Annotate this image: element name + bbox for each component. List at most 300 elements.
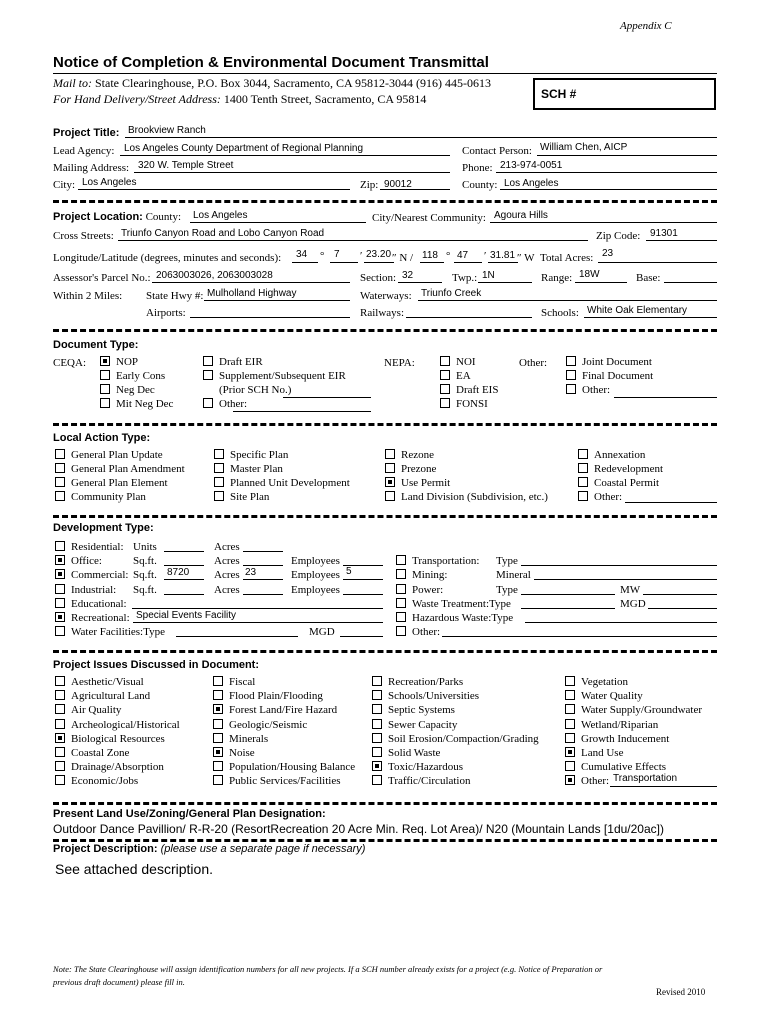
mw-field[interactable] <box>643 594 717 595</box>
ceqa-option-label: Early Cons <box>116 370 166 382</box>
issue-option-label: Minerals <box>229 732 269 745</box>
title-rule <box>53 73 717 74</box>
checkbox[interactable] <box>385 463 395 473</box>
ceqa-eir-option[interactable] <box>203 384 291 397</box>
checkbox[interactable] <box>55 733 65 743</box>
local-action-option[interactable] <box>578 491 622 504</box>
issue-option[interactable] <box>213 747 255 760</box>
lon-min-field[interactable] <box>454 262 482 263</box>
county-value: Los Angeles <box>504 178 559 189</box>
mailing-field[interactable] <box>134 172 450 173</box>
issues-other-field[interactable] <box>610 786 717 787</box>
local-action-option-label: Other: <box>594 491 623 503</box>
issue-option-label: Solid Waste <box>388 747 441 759</box>
office-acres-field[interactable] <box>243 565 283 566</box>
issue-option-label: Wetland/Riparian <box>581 718 659 731</box>
dev-transportation[interactable] <box>396 555 479 568</box>
local-action-option[interactable] <box>385 491 548 504</box>
industrial-acres-field[interactable] <box>243 594 283 595</box>
commercial-employees-field[interactable] <box>343 579 383 580</box>
issue-option[interactable] <box>55 704 121 717</box>
community-label: City/Nearest Community: <box>372 212 486 224</box>
location-row <box>53 211 181 224</box>
local-action-option-label: General Plan Amendment <box>71 463 185 475</box>
project-title-field[interactable] <box>125 137 717 138</box>
checkbox[interactable] <box>203 356 213 366</box>
checkbox[interactable] <box>578 449 588 459</box>
industrial-sqft-label: Sq.ft. <box>133 584 157 596</box>
power-type-field[interactable] <box>521 594 615 595</box>
latlong-label: Longitude/Latitude (degrees, minutes and seconds): <box>53 252 282 264</box>
checkbox[interactable] <box>372 747 382 757</box>
checkbox[interactable] <box>100 370 110 380</box>
issues-heading: Project Issues Discussed in Document: <box>53 659 260 671</box>
local-action-option-label: Use Permit <box>401 477 451 489</box>
issue-option[interactable] <box>213 690 323 703</box>
ceqa-eir-option[interactable] <box>203 356 263 369</box>
railways-field[interactable] <box>406 317 532 318</box>
checkbox[interactable] <box>213 761 223 771</box>
footer-note: Note: The State Clearinghouse will assign identification numbers for all new projects. If a SCH number already exists for a project (e.g. Notice of Preparation or <box>53 964 603 974</box>
cross-streets-field[interactable] <box>118 240 588 241</box>
local-action-option-label: General Plan Update <box>71 449 163 461</box>
checkbox[interactable] <box>100 356 110 366</box>
lon-deg-field[interactable] <box>420 262 444 263</box>
commercial-employees-value: 5 <box>346 566 352 577</box>
mail-text: State Clearinghouse, P.O. Box 3044, Sacramento, CA 95812-3044 (916) 445-0613 <box>95 76 491 90</box>
checkbox[interactable] <box>565 704 575 714</box>
checkbox[interactable] <box>55 704 65 714</box>
local-action-option[interactable] <box>385 449 434 462</box>
hand-line <box>53 93 426 107</box>
local-action-option[interactable] <box>55 449 163 462</box>
checkbox[interactable] <box>396 584 406 594</box>
nepa-label: NEPA: <box>384 357 415 369</box>
hwy-field[interactable] <box>204 300 350 301</box>
other-doc-option-label: Other: <box>582 384 611 396</box>
airports-label: Airports: <box>146 307 186 319</box>
section-field[interactable] <box>398 282 442 283</box>
checkbox[interactable] <box>578 463 588 473</box>
schools-label: Schools: <box>541 307 579 319</box>
checkbox[interactable] <box>214 449 224 459</box>
issue-option[interactable] <box>565 719 658 732</box>
checkbox[interactable] <box>55 676 65 686</box>
issue-option-label: Recreation/Parks <box>388 676 464 688</box>
checkbox[interactable] <box>565 733 575 743</box>
local-action-option[interactable] <box>578 463 663 476</box>
local-action-option[interactable] <box>578 449 645 462</box>
doc-other-field[interactable] <box>614 397 717 398</box>
checkbox[interactable] <box>214 491 224 501</box>
units-field[interactable] <box>164 551 204 552</box>
checkbox[interactable] <box>566 356 576 366</box>
checkbox[interactable] <box>372 704 382 714</box>
total-acres-field[interactable] <box>598 262 717 263</box>
water-label: Water Facilities: <box>71 626 144 638</box>
ceqa-option[interactable] <box>100 384 155 397</box>
checkbox[interactable] <box>440 398 450 408</box>
hand-text: 1400 Tenth Street, Sacramento, CA 95814 <box>223 92 427 106</box>
other-doc-option-label: Final Document <box>582 370 654 382</box>
ceqa-eir-option[interactable] <box>203 398 247 411</box>
local-action-option-label: Coastal Permit <box>594 477 660 489</box>
ceqa-eir-option-label: Draft EIR <box>219 356 263 368</box>
industrial-sqft-field[interactable] <box>164 594 204 595</box>
local-action-option[interactable] <box>214 449 288 462</box>
checkbox[interactable] <box>396 626 406 636</box>
checkbox[interactable] <box>372 733 382 743</box>
section-divider <box>53 650 717 653</box>
issue-option[interactable] <box>372 676 463 689</box>
nepa-option[interactable] <box>440 384 498 397</box>
local-action-option[interactable] <box>385 477 450 490</box>
checkbox[interactable] <box>372 690 382 700</box>
checkbox[interactable] <box>55 449 65 459</box>
issue-option-label: Vegetation <box>581 676 629 688</box>
city-field[interactable] <box>78 189 350 190</box>
dev-other-field[interactable] <box>442 636 717 637</box>
section-divider <box>53 200 717 203</box>
ceqa-eir-option[interactable] <box>203 370 346 383</box>
waste-type-field[interactable] <box>521 608 615 609</box>
industrial-label: Industrial: <box>71 584 117 596</box>
dev-commercial[interactable] <box>55 569 128 582</box>
nepa-option-label: Draft EIS <box>456 384 499 396</box>
checkbox[interactable] <box>385 491 395 501</box>
checkbox[interactable] <box>55 477 65 487</box>
issue-option[interactable] <box>55 690 150 703</box>
mineral-field[interactable] <box>534 579 717 580</box>
waste-mgd-field[interactable] <box>648 608 717 609</box>
zipcode-field[interactable] <box>646 240 717 241</box>
lat-deg-field[interactable] <box>292 262 318 263</box>
local-action-option[interactable] <box>55 463 185 476</box>
issue-option[interactable] <box>55 719 180 732</box>
transportation-type-field[interactable] <box>521 565 717 566</box>
water-mgd-label: MGD <box>309 626 335 638</box>
prior-sch-field[interactable] <box>283 397 371 398</box>
commercial-label: Commercial: <box>71 569 129 581</box>
checkbox[interactable] <box>213 775 223 785</box>
lat-min-field[interactable] <box>330 262 358 263</box>
issue-option-label: Public Services/Facilities <box>229 775 341 788</box>
checkbox[interactable] <box>213 733 223 743</box>
issue-option[interactable] <box>372 733 539 746</box>
dev-educational[interactable] <box>55 598 127 611</box>
issue-option-label: Traffic/Circulation <box>388 775 471 788</box>
local-action-option[interactable] <box>385 463 436 476</box>
checkbox[interactable] <box>55 747 65 757</box>
issue-option-label: Flood Plain/Flooding <box>229 690 323 703</box>
lead-agency-field[interactable] <box>120 155 450 156</box>
checkbox[interactable] <box>55 598 65 608</box>
issue-option[interactable] <box>565 676 628 689</box>
checkbox[interactable] <box>203 370 213 380</box>
base-label: Base: <box>636 272 661 284</box>
checkbox[interactable] <box>440 384 450 394</box>
educational-field[interactable] <box>132 608 383 609</box>
issue-option[interactable] <box>372 690 479 703</box>
issue-option-label: Septic Systems <box>388 704 455 717</box>
lat-sec-field[interactable] <box>364 262 394 263</box>
checkbox[interactable] <box>565 761 575 771</box>
ceqa-option[interactable] <box>100 356 138 369</box>
local-action-other-field[interactable] <box>625 502 717 503</box>
dev-residential[interactable] <box>55 541 124 554</box>
ceqa-other-field[interactable] <box>233 411 371 412</box>
issue-option[interactable] <box>213 676 255 689</box>
issue-option-label: Forest Land/Fire Hazard <box>229 704 338 717</box>
commercial-sqft-field[interactable] <box>164 579 204 580</box>
checkbox[interactable] <box>578 491 588 501</box>
issue-option[interactable] <box>565 761 666 774</box>
revised-label: Revised 2010 <box>656 987 706 997</box>
hwy-label: State Hwy #: <box>146 290 204 302</box>
checkbox[interactable] <box>203 398 213 408</box>
schools-field[interactable] <box>584 317 717 318</box>
range-field[interactable] <box>575 282 627 283</box>
waterways-field[interactable] <box>418 300 717 301</box>
mining-label: Mining: <box>412 569 448 581</box>
local-action-option-label: Master Plan <box>230 463 283 475</box>
local-action-option[interactable] <box>214 463 283 476</box>
commercial-sqft-value: 8720 <box>167 567 190 578</box>
location-county-label: County: <box>145 211 182 223</box>
lon-sec-value: 31.81 <box>490 250 516 261</box>
base-field[interactable] <box>664 282 717 283</box>
apn-field[interactable] <box>152 282 350 283</box>
issue-option[interactable] <box>213 719 307 732</box>
issue-option[interactable] <box>213 704 337 717</box>
office-sqft-field[interactable] <box>164 565 204 566</box>
lon-sec-field[interactable] <box>488 262 518 263</box>
water-mgd-field[interactable] <box>340 636 383 637</box>
residential-acres-field[interactable] <box>243 551 283 552</box>
issue-option[interactable] <box>213 733 268 746</box>
commercial-employees-label: Employees <box>291 569 340 581</box>
ceqa-option[interactable] <box>100 398 173 411</box>
community-field[interactable] <box>490 222 717 223</box>
issue-option[interactable] <box>372 761 463 774</box>
waste-label: Waste Treatment: <box>412 598 490 610</box>
issue-option[interactable] <box>372 719 457 732</box>
issue-option[interactable] <box>372 775 471 788</box>
checkbox[interactable] <box>565 747 575 757</box>
issue-option[interactable] <box>213 775 341 788</box>
checkbox[interactable] <box>396 598 406 608</box>
city-value: Los Angeles <box>82 177 137 188</box>
other-doc-option[interactable] <box>566 356 652 369</box>
issue-option-label: Noise <box>229 747 255 759</box>
issue-option[interactable] <box>565 733 669 746</box>
lead-agency-label: Lead Agency: <box>53 145 115 157</box>
description-row <box>53 843 365 856</box>
checkbox[interactable] <box>55 569 65 579</box>
checkbox[interactable] <box>100 384 110 394</box>
checkbox[interactable] <box>55 584 65 594</box>
dev-recreational[interactable] <box>55 612 130 625</box>
office-acres-label: Acres <box>214 555 240 567</box>
checkbox[interactable] <box>440 370 450 380</box>
office-employees-label: Employees <box>291 555 340 567</box>
issue-option[interactable] <box>565 690 643 703</box>
dev-mining[interactable] <box>396 569 447 582</box>
checkbox[interactable] <box>55 719 65 729</box>
issue-option-label: Archeological/Historical <box>71 718 180 731</box>
checkbox[interactable] <box>566 384 576 394</box>
checkbox[interactable] <box>372 775 382 785</box>
nepa-option[interactable] <box>440 370 471 383</box>
checkbox[interactable] <box>55 541 65 551</box>
checkbox[interactable] <box>213 704 223 714</box>
issue-option[interactable] <box>55 733 165 746</box>
location-county-field[interactable] <box>190 222 366 223</box>
dev-office[interactable] <box>55 555 102 568</box>
hazardous-type-label: Type <box>491 612 514 624</box>
checkbox[interactable] <box>566 370 576 380</box>
industrial-employees-label: Employees <box>291 584 340 596</box>
checkbox[interactable] <box>578 477 588 487</box>
local-action-option[interactable] <box>55 477 168 490</box>
range-value: 18W <box>579 269 600 280</box>
location-county-value: Los Angeles <box>193 210 248 221</box>
issue-option-label: Air Quality <box>71 704 122 717</box>
other-doc-option[interactable] <box>566 370 653 383</box>
checkbox[interactable] <box>565 775 575 785</box>
local-action-option[interactable] <box>578 477 659 490</box>
other-doc-option-label: Joint Document <box>582 356 652 368</box>
other-doc-option[interactable] <box>566 384 610 397</box>
checkbox[interactable] <box>372 676 382 686</box>
recreational-value: Special Events Facility <box>136 610 237 621</box>
commercial-sqft-label: Sq.ft. <box>133 569 157 581</box>
checkbox[interactable] <box>565 676 575 686</box>
issue-option[interactable] <box>55 747 129 760</box>
nepa-option[interactable] <box>440 398 488 411</box>
doc-other-label: Other: <box>519 357 548 369</box>
checkbox[interactable] <box>100 398 110 408</box>
section-divider <box>53 329 717 332</box>
checkbox[interactable] <box>55 463 65 473</box>
checkbox[interactable] <box>396 569 406 579</box>
issue-option[interactable] <box>55 775 138 788</box>
dev-power[interactable] <box>396 584 443 597</box>
local-action-option-label: Community Plan <box>71 491 146 503</box>
checkbox[interactable] <box>385 449 395 459</box>
ceqa-option-label: Neg Dec <box>116 384 155 396</box>
issue-option-label: Geologic/Seismic <box>229 718 308 731</box>
nepa-option[interactable] <box>440 356 476 369</box>
checkbox[interactable] <box>396 612 406 622</box>
issue-option[interactable] <box>565 704 702 717</box>
issue-option-label: Fiscal <box>229 676 256 688</box>
waterways-value: Triunfo Creek <box>421 288 482 299</box>
local-action-option-label: Redevelopment <box>594 463 664 475</box>
issue-option-label: Growth Inducement <box>581 732 670 745</box>
issue-option-label: Cumulative Effects <box>581 761 667 774</box>
county-label: County: <box>462 179 498 191</box>
issue-option[interactable] <box>372 747 440 760</box>
dev-waste[interactable] <box>396 598 511 611</box>
industrial-acres-label: Acres <box>214 584 240 596</box>
landuse-heading: Present Land Use/Zoning/General Plan Designation: <box>53 808 326 820</box>
issue-option[interactable] <box>565 775 609 788</box>
checkbox[interactable] <box>213 719 223 729</box>
twp-field[interactable] <box>478 282 532 283</box>
issue-option[interactable] <box>213 761 355 774</box>
checkbox[interactable] <box>213 747 223 757</box>
dev-industrial[interactable] <box>55 584 116 597</box>
issues-other-value: Transportation <box>613 773 678 784</box>
lon-deg-symbol: ° <box>446 250 451 262</box>
checkbox[interactable] <box>55 626 65 636</box>
issue-option[interactable] <box>565 747 623 760</box>
checkbox[interactable] <box>213 690 223 700</box>
issue-option-label: Drainage/Absorption <box>71 761 164 774</box>
cross-streets-label: Cross Streets: <box>53 230 114 242</box>
checkbox[interactable] <box>565 690 575 700</box>
section-divider <box>53 515 717 518</box>
issue-option[interactable] <box>55 676 144 689</box>
commercial-acres-field[interactable] <box>243 579 283 580</box>
phone-value: 213-974-0051 <box>500 160 563 171</box>
ceqa-eir-option-label: Other: <box>219 398 248 410</box>
apn-value: 2063003026, 2063003028 <box>156 270 273 281</box>
local-action-option[interactable] <box>214 477 350 490</box>
checkbox[interactable] <box>213 676 223 686</box>
local-action-option[interactable] <box>214 491 269 504</box>
checkbox[interactable] <box>372 761 382 771</box>
dev-hazardous[interactable] <box>396 612 513 625</box>
checkbox[interactable] <box>55 690 65 700</box>
industrial-employees-field[interactable] <box>343 594 383 595</box>
recreational-field[interactable] <box>133 622 383 623</box>
contact-field[interactable] <box>537 155 717 156</box>
checkbox[interactable] <box>55 761 65 771</box>
railways-label: Railways: <box>360 307 404 319</box>
checkbox[interactable] <box>55 491 65 501</box>
checkbox[interactable] <box>396 555 406 565</box>
dev-water[interactable] <box>55 626 165 639</box>
dev-other[interactable] <box>396 626 440 639</box>
issue-option[interactable] <box>55 761 164 774</box>
checkbox[interactable] <box>385 477 395 487</box>
local-action-option[interactable] <box>55 491 146 504</box>
checkbox[interactable] <box>214 477 224 487</box>
sch-box[interactable] <box>533 78 716 110</box>
phone-field[interactable] <box>496 172 717 173</box>
checkbox[interactable] <box>214 463 224 473</box>
checkbox[interactable] <box>55 612 65 622</box>
local-action-option-label: Site Plan <box>230 491 270 503</box>
lead-agency-value: Los Angeles County Department of Regional Planning <box>124 143 364 154</box>
doc-type-heading: Document Type: <box>53 339 139 351</box>
nepa-option-label: FONSI <box>456 398 488 410</box>
power-label: Power: <box>412 584 444 596</box>
water-type-field[interactable] <box>176 636 298 637</box>
lat-sec-symbol: ″ N / <box>392 252 414 264</box>
checkbox[interactable] <box>565 719 575 729</box>
hazardous-type-field[interactable] <box>525 622 717 623</box>
checkbox[interactable] <box>440 356 450 366</box>
airports-field[interactable] <box>190 317 350 318</box>
checkbox[interactable] <box>372 719 382 729</box>
checkbox[interactable] <box>55 555 65 565</box>
issue-option[interactable] <box>372 704 455 717</box>
checkbox[interactable] <box>55 775 65 785</box>
ceqa-option[interactable] <box>100 370 165 383</box>
